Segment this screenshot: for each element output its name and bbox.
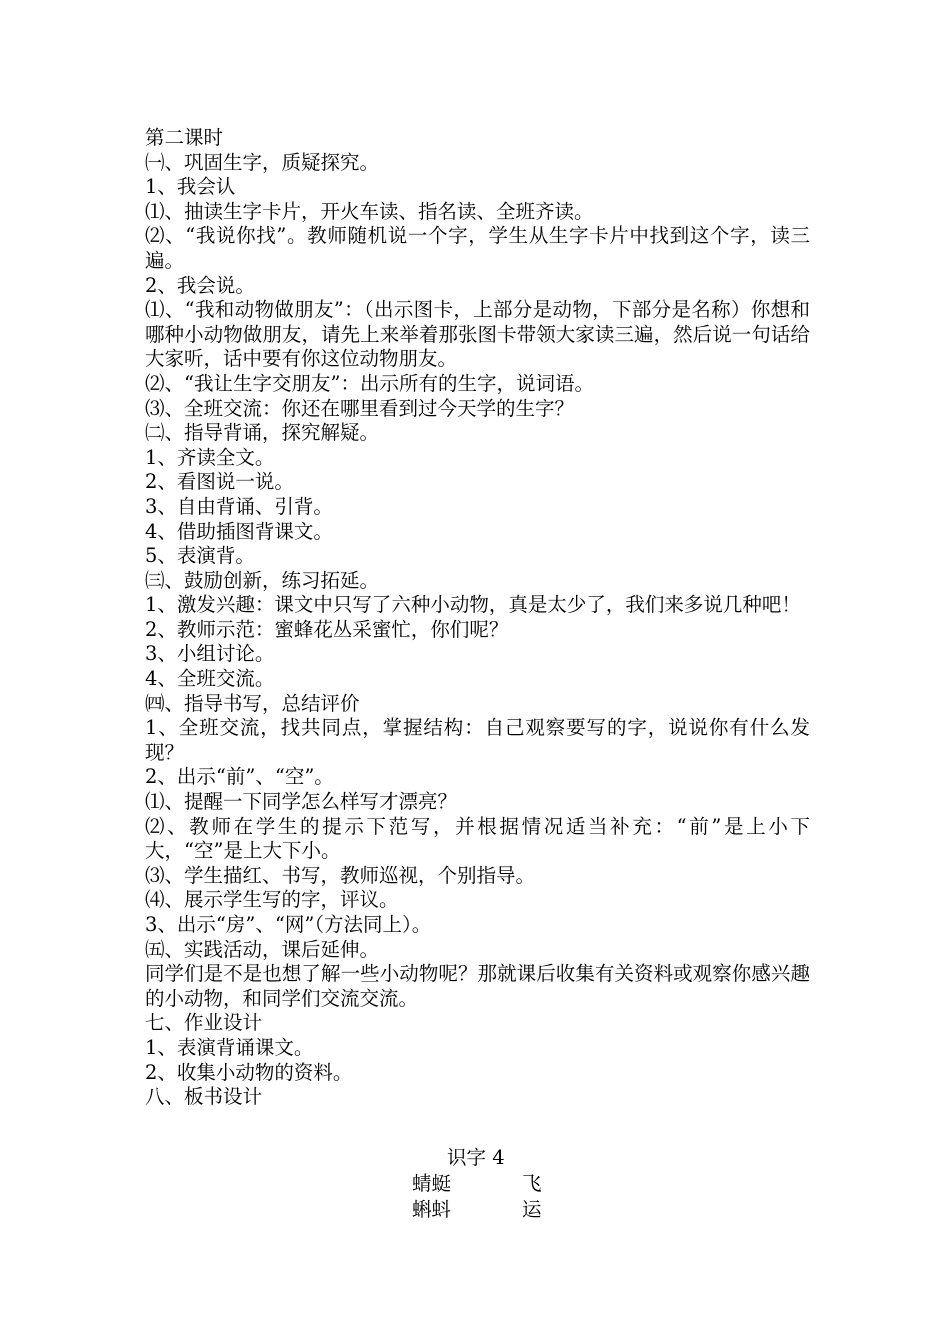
sub-step-item: ⑶、全班交流：你还在哪里看到过今天学的生字？: [145, 396, 575, 420]
board-word: 蜻蜓: [412, 1172, 452, 1195]
step-item: 2、看图说一说。: [145, 470, 294, 494]
section-heading: 第二课时: [145, 126, 224, 149]
sub-step-item: ⑴、抽读生字卡片，开火车读、指名读、全班齐读。: [145, 199, 594, 223]
board-title: 识字 4: [447, 1146, 505, 1169]
paragraph: 同学们是不是也想了解一些小动物呢？那就课后收集有关资料或观察你感兴趣的小动物，和同学们交流交流。: [145, 962, 810, 1010]
sub-step-item: ⑵、“我说你找”。教师随机说一个字，学生从生字卡片中找到这个字，读三遍。: [145, 224, 810, 272]
section-heading: 八、板书设计: [145, 1085, 263, 1109]
step-item: 4、借助插图背课文。: [145, 519, 333, 543]
section-heading: 七、作业设计: [145, 1011, 263, 1035]
step-item: 2、教师示范：蜜蜂花丛采蜜忙，你们呢？: [145, 617, 509, 641]
sub-step-item: ⑴、提醒一下同学怎么样写才漂亮？: [145, 790, 458, 814]
step-item: 5、表演背。: [145, 544, 255, 568]
step-item: 3、小组讨论。: [145, 642, 275, 666]
sub-step-item: ⑵、“我让生字交朋友”：出示所有的生字，说词语。: [145, 371, 594, 395]
step-item: 4、全班交流。: [145, 667, 275, 691]
step-item: 2、我会说。: [145, 273, 255, 297]
lesson-plan-text: [145, 126, 810, 1110]
step-item: 3、出示“房”、“网”（方法同上）。: [145, 913, 432, 936]
step-item: 2、收集小动物的资料。: [145, 1060, 353, 1084]
part-heading: ㈠、巩固生字，质疑探究。: [145, 150, 380, 174]
step-item: 1、全班交流，找共同点，掌握结构：自己观察要写的字，说说你有什么发现？: [145, 716, 810, 764]
step-item: 1、我会认: [145, 175, 236, 199]
sub-step-item: ⑴、“我和动物做朋友”：（出示图卡，上部分是动物，下部分是名称）你想和哪种小动物做朋友，请先上来举着那张图卡带领大家读三遍，然后说一句话给大家听，话中要有你这位动物朋友。: [145, 298, 810, 371]
sub-step-item: ⑶、学生描红、书写，教师巡视，个别指导。: [145, 863, 536, 887]
step-item: 1、齐读全文。: [145, 445, 275, 469]
board-word: 运: [522, 1198, 542, 1221]
part-heading: ㈡、指导背诵，探究解疑。: [145, 421, 380, 445]
board-word: 蝌蚪: [412, 1198, 452, 1221]
step-item: 1、激发兴趣：课文中只写了六种小动物，真是太少了，我们来多说几种吧！: [145, 593, 801, 617]
part-heading: ㈤、实践活动，课后延伸。: [145, 937, 380, 961]
part-heading: ㈣、指导书写，总结评价: [145, 691, 360, 715]
sub-step-item: ⑵、教师在学生的提示下范写，并根据情况适当补充：“前”是上小下大，“空”是上大下小。: [145, 814, 810, 863]
step-item: 3、自由背诵、引背。: [145, 494, 333, 518]
part-heading: ㈢、鼓励创新，练习拓延。: [145, 568, 380, 592]
step-item: 2、出示“前”、“空”。: [145, 765, 334, 789]
board-word: 飞: [522, 1172, 542, 1195]
sub-step-item: ⑷、展示学生写的字，评议。: [145, 888, 399, 912]
step-item: 1、表演背诵课文。: [145, 1035, 314, 1059]
